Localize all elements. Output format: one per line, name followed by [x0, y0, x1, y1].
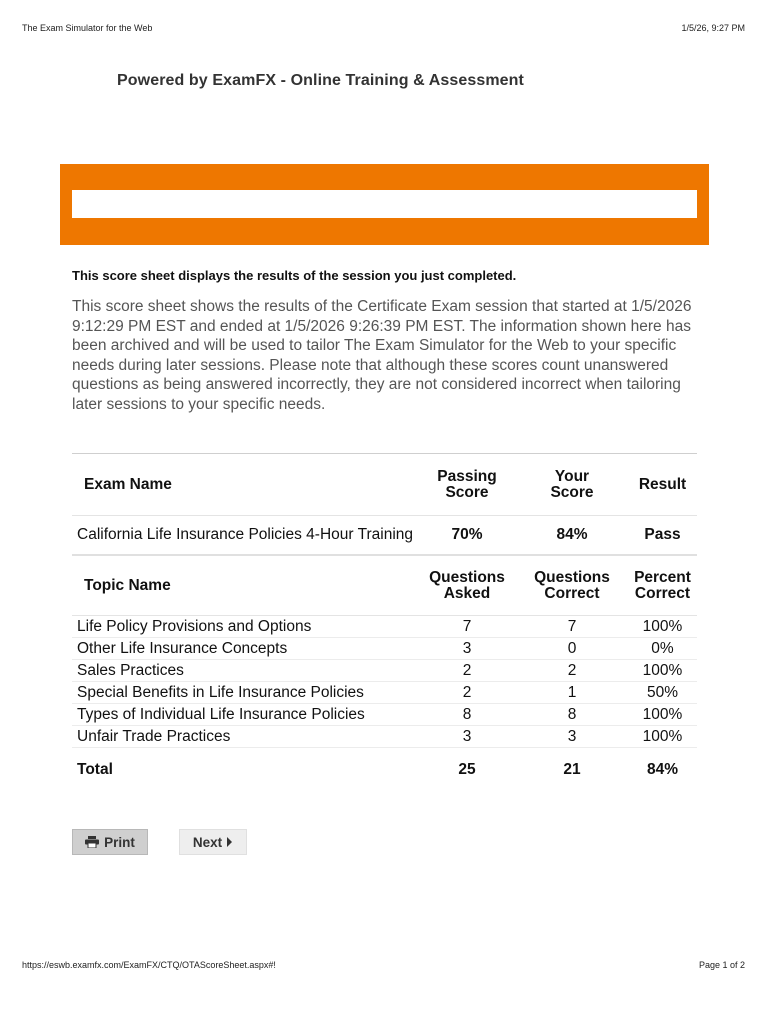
topic-name: Types of Individual Life Insurance Policies	[72, 704, 418, 726]
your-score: 84%	[516, 516, 628, 556]
total-correct: 21	[563, 761, 581, 778]
questions-asked: 2	[418, 682, 516, 704]
brand-title: Powered by ExamFX - Online Training & Assessment	[117, 72, 524, 89]
topic-name: Sales Practices	[72, 660, 418, 682]
header-percent-correct: Percent Correct	[628, 555, 697, 616]
header-result: Result	[628, 454, 697, 516]
score-table	[72, 453, 697, 792]
table-row	[72, 638, 697, 660]
header-exam-name: Exam Name	[72, 454, 418, 516]
print-header-datetime: 1/5/26, 9:27 PM	[681, 23, 745, 33]
questions-asked: 8	[418, 704, 516, 726]
topic-name: Unfair Trade Practices	[72, 726, 418, 748]
percent-correct: 100%	[628, 616, 697, 638]
caret-right-icon	[226, 837, 233, 847]
table-row	[72, 660, 697, 682]
questions-correct: 0	[516, 638, 628, 660]
topic-name: Special Benefits in Life Insurance Policies	[72, 682, 418, 704]
questions-correct: 2	[516, 660, 628, 682]
questions-asked: 2	[418, 660, 516, 682]
questions-asked: 7	[418, 616, 516, 638]
header-questions-asked: Questions Asked	[418, 555, 516, 616]
header-passing-score: Passing Score	[418, 454, 516, 516]
next-button[interactable]	[179, 829, 247, 855]
print-header-title: The Exam Simulator for the Web	[22, 23, 153, 33]
questions-correct: 7	[516, 616, 628, 638]
topic-name: Other Life Insurance Concepts	[72, 638, 418, 660]
intro-heading: This score sheet displays the results of the session you just completed.	[72, 268, 517, 283]
percent-correct: 0%	[628, 638, 697, 660]
table-row	[72, 704, 697, 726]
percent-correct: 50%	[628, 682, 697, 704]
table-row	[72, 682, 697, 704]
table-row	[72, 616, 697, 638]
questions-correct: 1	[516, 682, 628, 704]
total-percent: 84%	[646, 761, 679, 778]
print-button[interactable]	[72, 829, 148, 855]
header-questions-correct: Questions Correct	[516, 555, 628, 616]
questions-asked: 3	[418, 726, 516, 748]
orange-banner	[60, 164, 709, 245]
intro-body: This score sheet shows the results of the Certificate Exam session that started at 1/5/2026 9:12:29 PM EST and ended at 1/5/2026 9:26:39 PM EST. The information shown here has been archived and will be used to tailor The Exam Simulator for the Web to your specific needs during later sessions. Please note that although these scores count unanswered questions as being answered incorrectly, they are not considered incorrect when tailoring later sessions to your specific needs.	[72, 298, 692, 413]
topic-name: Life Policy Provisions and Options	[72, 616, 418, 638]
questions-asked: 3	[418, 638, 516, 660]
total-row	[72, 748, 697, 793]
exam-header-row	[72, 454, 697, 516]
printer-icon	[85, 836, 99, 848]
header-topic-name: Topic Name	[72, 555, 418, 616]
questions-correct: 8	[516, 704, 628, 726]
percent-correct: 100%	[628, 726, 697, 748]
header-your-score: Your Score	[516, 454, 628, 516]
next-button-label: Next	[192, 834, 223, 850]
banner-inner-bar	[72, 190, 697, 218]
passing-score: 70%	[418, 516, 516, 556]
total-label: Total	[77, 761, 113, 778]
exam-row	[72, 516, 697, 556]
percent-correct: 100%	[628, 660, 697, 682]
footer-url: https://eswb.examfx.com/ExamFX/CTQ/OTAScoreSheet.aspx#!	[22, 960, 276, 970]
percent-correct: 100%	[628, 704, 697, 726]
footer-page-number: Page 1 of 2	[698, 960, 745, 970]
result: Pass	[628, 516, 697, 556]
topic-header-row	[72, 555, 697, 616]
total-asked: 25	[458, 761, 476, 778]
questions-correct: 3	[516, 726, 628, 748]
print-button-label: Print	[104, 834, 135, 850]
table-row	[72, 726, 697, 748]
exam-name: California Life Insurance Policies 4-Hour Training	[72, 516, 418, 556]
